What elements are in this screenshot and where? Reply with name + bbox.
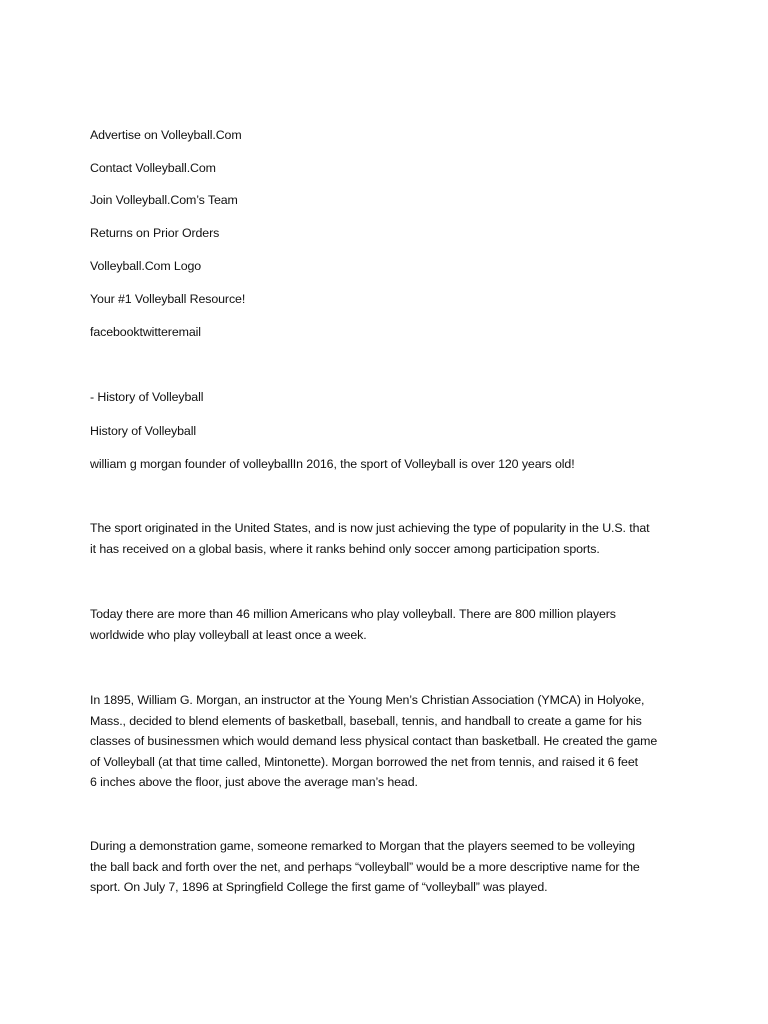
tagline: Your #1 Volleyball Resource!: [90, 292, 246, 306]
logo-alt-text: Volleyball.Com Logo: [90, 259, 202, 273]
paragraph-line: In 1895, William G. Morgan, an instructor at the Young Men’s Christian Association (YMCA) in Holyoke,: [90, 693, 645, 707]
paragraph-line: worldwide who play volleyball at least once a week.: [90, 627, 367, 642]
returns-link: Returns on Prior Orders: [90, 226, 220, 240]
paragraph-line: The sport originated in the United States, and is now just achieving the type of popularity in the U.S. that: [90, 521, 650, 535]
paragraph-line: it has received on a global basis, where it ranks behind only soccer among participation sports.: [90, 541, 600, 556]
paragraph-naming: [90, 836, 692, 898]
page-title: History of Volleyball: [90, 424, 197, 438]
social-share-text: facebooktwitteremail: [90, 325, 201, 339]
paragraph-line: the ball back and forth over the net, and perhaps “volleyball” would be a more descriptive name for the: [90, 859, 640, 874]
paragraph-line: During a demonstration game, someone remarked to Morgan that the players seemed to be volleying: [90, 839, 635, 853]
paragraph-players: [90, 604, 692, 645]
paragraph-line: 6 inches above the floor, just above the average man’s head.: [90, 775, 418, 789]
join-team-link: Join Volleyball.Com’s Team: [90, 193, 238, 207]
breadcrumb: - History of Volleyball: [90, 390, 204, 404]
paragraph-origin: [90, 518, 692, 559]
paragraph-line: sport. On July 7, 1896 at Springfield College the first game of “volleyball” was played.: [90, 880, 548, 894]
paragraph-line: Today there are more than 46 million Americans who play volleyball. There are 800 million players: [90, 607, 616, 621]
advertise-link: Advertise on Volleyball.Com: [90, 128, 242, 142]
paragraph-line: Mass., decided to blend elements of basketball, baseball, tennis, and handball to create a game for his: [90, 713, 642, 728]
contact-link: Contact Volleyball.Com: [90, 161, 216, 175]
paragraph-line: classes of businessmen which would demand less physical contact than basketball. He created the game: [90, 734, 658, 748]
intro-text: william g morgan founder of volleyballIn 2016, the sport of Volleyball is over 120 years old!: [90, 457, 575, 471]
paragraph-history: [90, 690, 692, 793]
paragraph-line: of Volleyball (at that time called, Mintonette). Morgan borrowed the net from tennis, and raised it 6 feet: [90, 754, 638, 769]
